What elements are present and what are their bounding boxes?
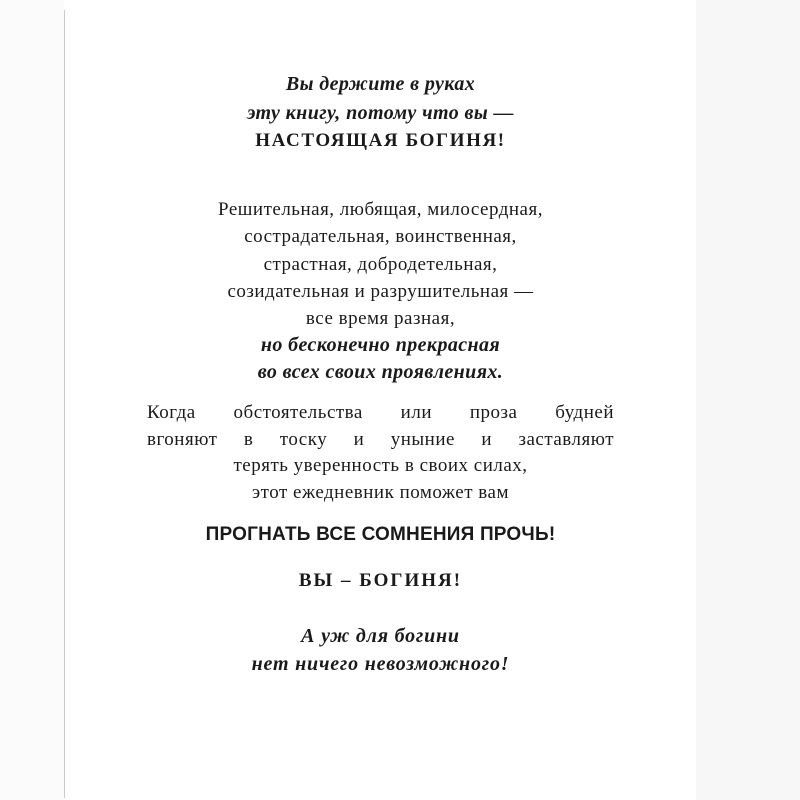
qualities-emphasis-line: во всех своих проявлениях. (257, 361, 504, 384)
banish-doubts-heading: ПРОГНАТЬ ВСЕ СОМНЕНИЯ ПРОЧЬ! (205, 524, 556, 545)
qualities-line: созидательная и разрушительная — (227, 280, 534, 302)
circumstances-line: вгоняют в тоску и уныние и заставляют (147, 428, 614, 450)
qualities-line: сострадательная, воинственная, (244, 226, 517, 248)
intro-line-2: эту книгу, потому что вы — (247, 102, 514, 124)
closing-line-1: А уж для богини (301, 625, 460, 647)
intro-heading: НАСТОЯЩАЯ БОГИНЯ! (255, 130, 506, 151)
intro-block (65, 70, 696, 154)
qualities-paragraph (65, 196, 696, 386)
qualities-line: страстная, добродетельная, (263, 253, 498, 275)
closing-line-2: нет ничего невозможного! (251, 653, 510, 675)
right-margin-strip (696, 0, 800, 800)
qualities-emphasis-line: но бесконечно прекрасная (260, 334, 501, 357)
goddess-heading: ВЫ – БОГИНЯ! (298, 570, 463, 591)
closing-block (65, 622, 696, 678)
qualities-line: Решительная, любящая, милосердная, (218, 199, 543, 220)
circumstances-paragraph (65, 400, 696, 506)
circumstances-line: этот ежедневник поможет вам (252, 481, 509, 503)
circumstances-line: Когда обстоятельства или проза будней (147, 402, 614, 423)
left-margin-strip (0, 0, 64, 800)
circumstances-line: терять уверенность в своих силах, (233, 455, 528, 476)
qualities-line: все время разная, (305, 308, 456, 330)
intro-line-1: Вы держите в руках (285, 73, 476, 95)
page (65, 0, 696, 800)
